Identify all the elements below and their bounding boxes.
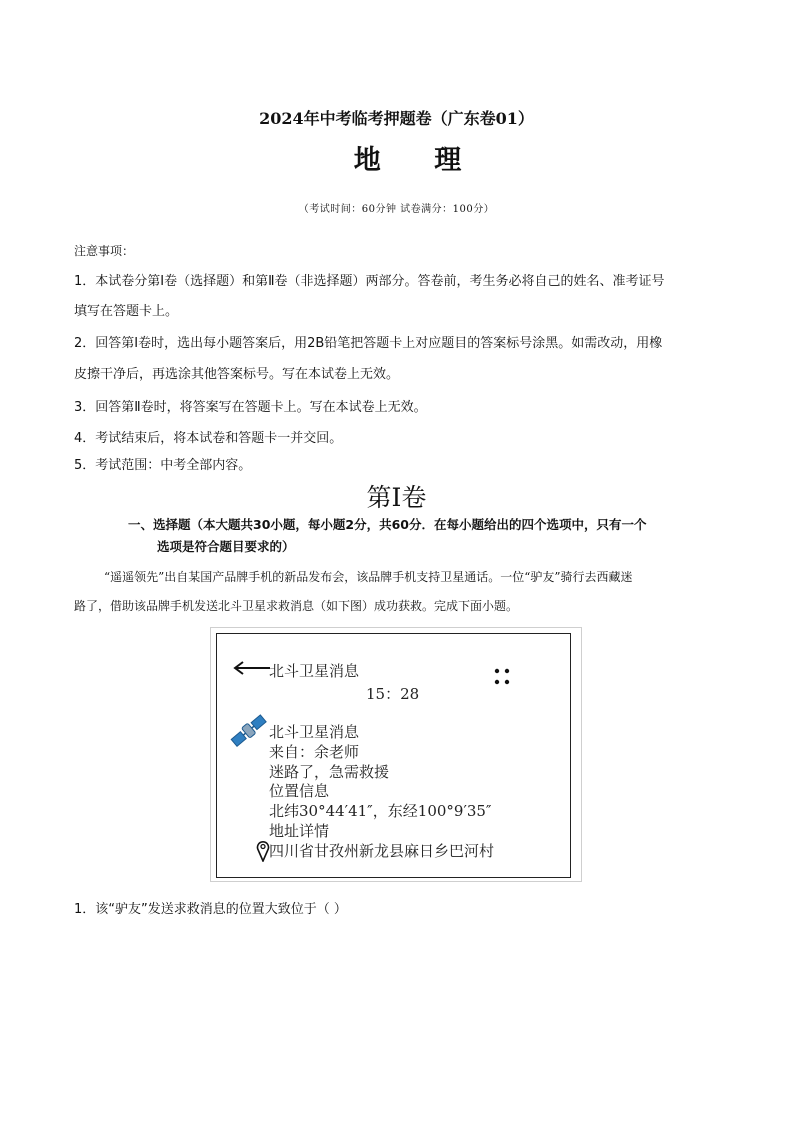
satellite-icon [229,713,269,749]
exam-title: 2024年中考临考押题卷（广东卷01） [259,109,534,128]
notice-item-5: 5．考试范围：中考全部内容。 [74,458,252,473]
section-heading-line2: 选项是符合题目要求的） [157,539,295,554]
volume-title: 第Ⅰ卷 [366,483,427,512]
screen-header-title: 北斗卫星消息 [269,662,360,680]
intro-line1: “遥遥领先”出自某国产品牌手机的新品发布会，该品牌手机支持卫星通话。一位“驴友”骑行去西藏迷 [104,570,633,584]
message-sender: 来自：余老师 [269,743,360,761]
intro-line2: 路了，借助该品牌手机发送北斗卫星求救消息（如下图）成功获救。完成下面小题。 [74,599,519,613]
notice-heading: 注意事项： [74,244,135,258]
notice-item-4: 4．考试结束后，将本试卷和答题卡一并交回。 [74,431,343,446]
location-pin-icon [256,840,270,862]
back-arrow-icon [232,660,272,676]
notice-item-2-cont: 皮擦干净后，再选涂其他答案标号。写在本试卷上无效。 [74,367,400,382]
message-title: 北斗卫星消息 [269,723,360,741]
section-heading-line1: 一、选择题（本大题共30小题，每小题2分，共60分．在每小题给出的四个选项中，只有一个 [128,517,647,532]
address-label: 地址详情 [269,822,330,840]
subject-title: 地 理 [353,145,484,176]
coordinates: 北纬30°44′41″，东经100°9′35″ [269,802,492,820]
message-content: 迷路了，急需救援 [269,763,390,781]
notice-item-1: 1．本试卷分第Ⅰ卷（选择题）和第Ⅱ卷（非选择题）两部分。答卷前，考生务必将自己的姓名、准考证号 [74,274,665,289]
notice-item-3: 3．回答第Ⅱ卷时，将答案写在答题卡上。写在本试卷上无效。 [74,400,427,415]
notice-item-2: 2．回答第Ⅰ卷时，选出每小题答案后，用2B铅笔把答题卡上对应题目的答案标号涂黑。如需改动，用橡 [74,336,663,351]
location-label: 位置信息 [269,782,330,800]
question-1: 1．该“驴友”发送求救消息的位置大致位于（ ） [74,902,347,917]
message-time: 15：28 [366,685,420,703]
more-options-icon [492,667,514,687]
address-detail: 四川省甘孜州新龙县麻日乡巴河村 [269,842,495,860]
notice-item-1-cont: 填写在答题卡上。 [74,304,179,319]
exam-info: （考试时间：60分钟 试卷满分：100分） [298,204,495,215]
